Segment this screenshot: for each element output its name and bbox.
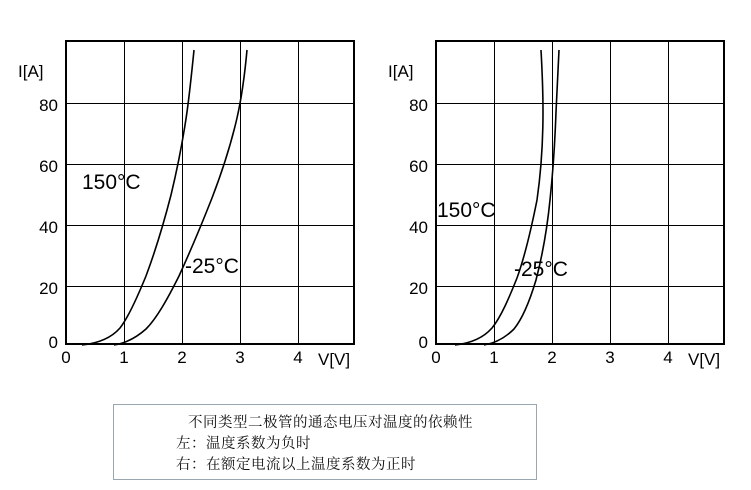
annotation-150c-left: 150°C xyxy=(82,171,141,194)
curve-25c-right xyxy=(484,50,559,345)
chart-panel-right xyxy=(370,0,745,400)
y-tick-40-right: 40 xyxy=(409,218,428,237)
y-tick-20-left: 20 xyxy=(39,279,58,298)
caption-line-2: 左：温度系数为负时 xyxy=(176,436,311,452)
caption-box xyxy=(113,404,537,480)
y-tick-group-right xyxy=(370,0,428,400)
annotation-25c-left: -25°C xyxy=(185,255,239,278)
annotation-25c-right: -25°C xyxy=(514,258,568,281)
x-tick-3-right: 3 xyxy=(605,348,615,367)
y-tick-60-right: 60 xyxy=(409,157,428,176)
x-axis-label-right: V[V] xyxy=(688,350,721,369)
x-tick-3-left: 3 xyxy=(235,348,245,367)
y-tick-0-right: 0 xyxy=(418,333,428,352)
x-tick-0-left: 0 xyxy=(61,348,71,367)
y-axis-label-right: I[A] xyxy=(388,62,414,81)
x-axis-label-left: V[V] xyxy=(318,350,351,369)
x-tick-0-right: 0 xyxy=(431,348,441,367)
y-tick-60-left: 60 xyxy=(39,157,58,176)
y-axis-label-left: I[A] xyxy=(18,62,44,81)
curve-150c-left xyxy=(82,50,194,345)
curves-right xyxy=(435,40,725,345)
annotation-150c-right: 150°C xyxy=(437,199,496,222)
y-tick-80-left: 80 xyxy=(39,96,58,115)
x-tick-2-right: 2 xyxy=(547,348,557,367)
x-tick-4-right: 4 xyxy=(663,348,673,367)
x-tick-2-left: 2 xyxy=(177,348,187,367)
x-tick-1-right: 1 xyxy=(489,348,499,367)
y-tick-group-left xyxy=(0,0,58,400)
y-tick-80-right: 80 xyxy=(409,96,428,115)
caption-line-3: 右：在额定电流以上温度系数为正时 xyxy=(176,457,416,473)
curve-25c-left xyxy=(114,50,247,345)
chart-panel-left xyxy=(0,0,375,400)
y-tick-0-left: 0 xyxy=(48,333,58,352)
x-tick-1-left: 1 xyxy=(119,348,129,367)
y-tick-40-left: 40 xyxy=(39,218,58,237)
caption-line-1: 不同类型二极管的通态电压对温度的依赖性 xyxy=(188,415,473,431)
x-tick-4-left: 4 xyxy=(293,348,303,367)
y-tick-20-right: 20 xyxy=(409,279,428,298)
